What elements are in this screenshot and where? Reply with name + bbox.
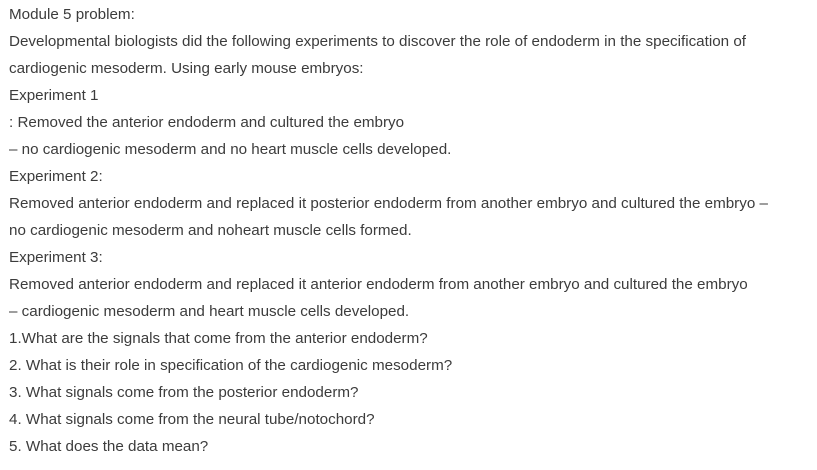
question-2: 2. What is their role in specification of the cardiogenic mesoderm? [9, 357, 453, 374]
problem-document [9, 1, 813, 460]
experiment-1-heading: Experiment 1 [9, 87, 99, 104]
experiment-3-heading: Experiment 3: [9, 249, 103, 266]
experiment-2-result: no cardiogenic mesoderm and noheart muscle cells formed. [9, 222, 412, 239]
experiment-2-procedure: Removed anterior endoderm and replaced it posterior endoderm from another embryo and cultured the embryo – [9, 195, 768, 212]
intro-text-line-1: Developmental biologists did the following experiments to discover the role of endoderm in the specification of [9, 33, 747, 50]
question-5: 5. What does the data mean? [9, 438, 209, 455]
experiment-2-heading: Experiment 2: [9, 168, 103, 185]
question-3: 3. What signals come from the posterior endoderm? [9, 384, 359, 401]
experiment-3-procedure: Removed anterior endoderm and replaced it anterior endoderm from another embryo and cultured the embryo [9, 276, 748, 293]
intro-text-line-2: cardiogenic mesoderm. Using early mouse embryos: [9, 60, 364, 77]
document-heading: Module 5 problem: [9, 6, 135, 23]
experiment-3-result: – cardiogenic mesoderm and heart muscle cells developed. [9, 303, 410, 320]
experiment-1-result: – no cardiogenic mesoderm and no heart muscle cells developed. [9, 141, 452, 158]
question-1: 1.What are the signals that come from the anterior endoderm? [9, 330, 428, 347]
experiment-1-procedure: : Removed the anterior endoderm and cultured the embryo [9, 114, 405, 131]
question-4: 4. What signals come from the neural tube/notochord? [9, 411, 375, 428]
